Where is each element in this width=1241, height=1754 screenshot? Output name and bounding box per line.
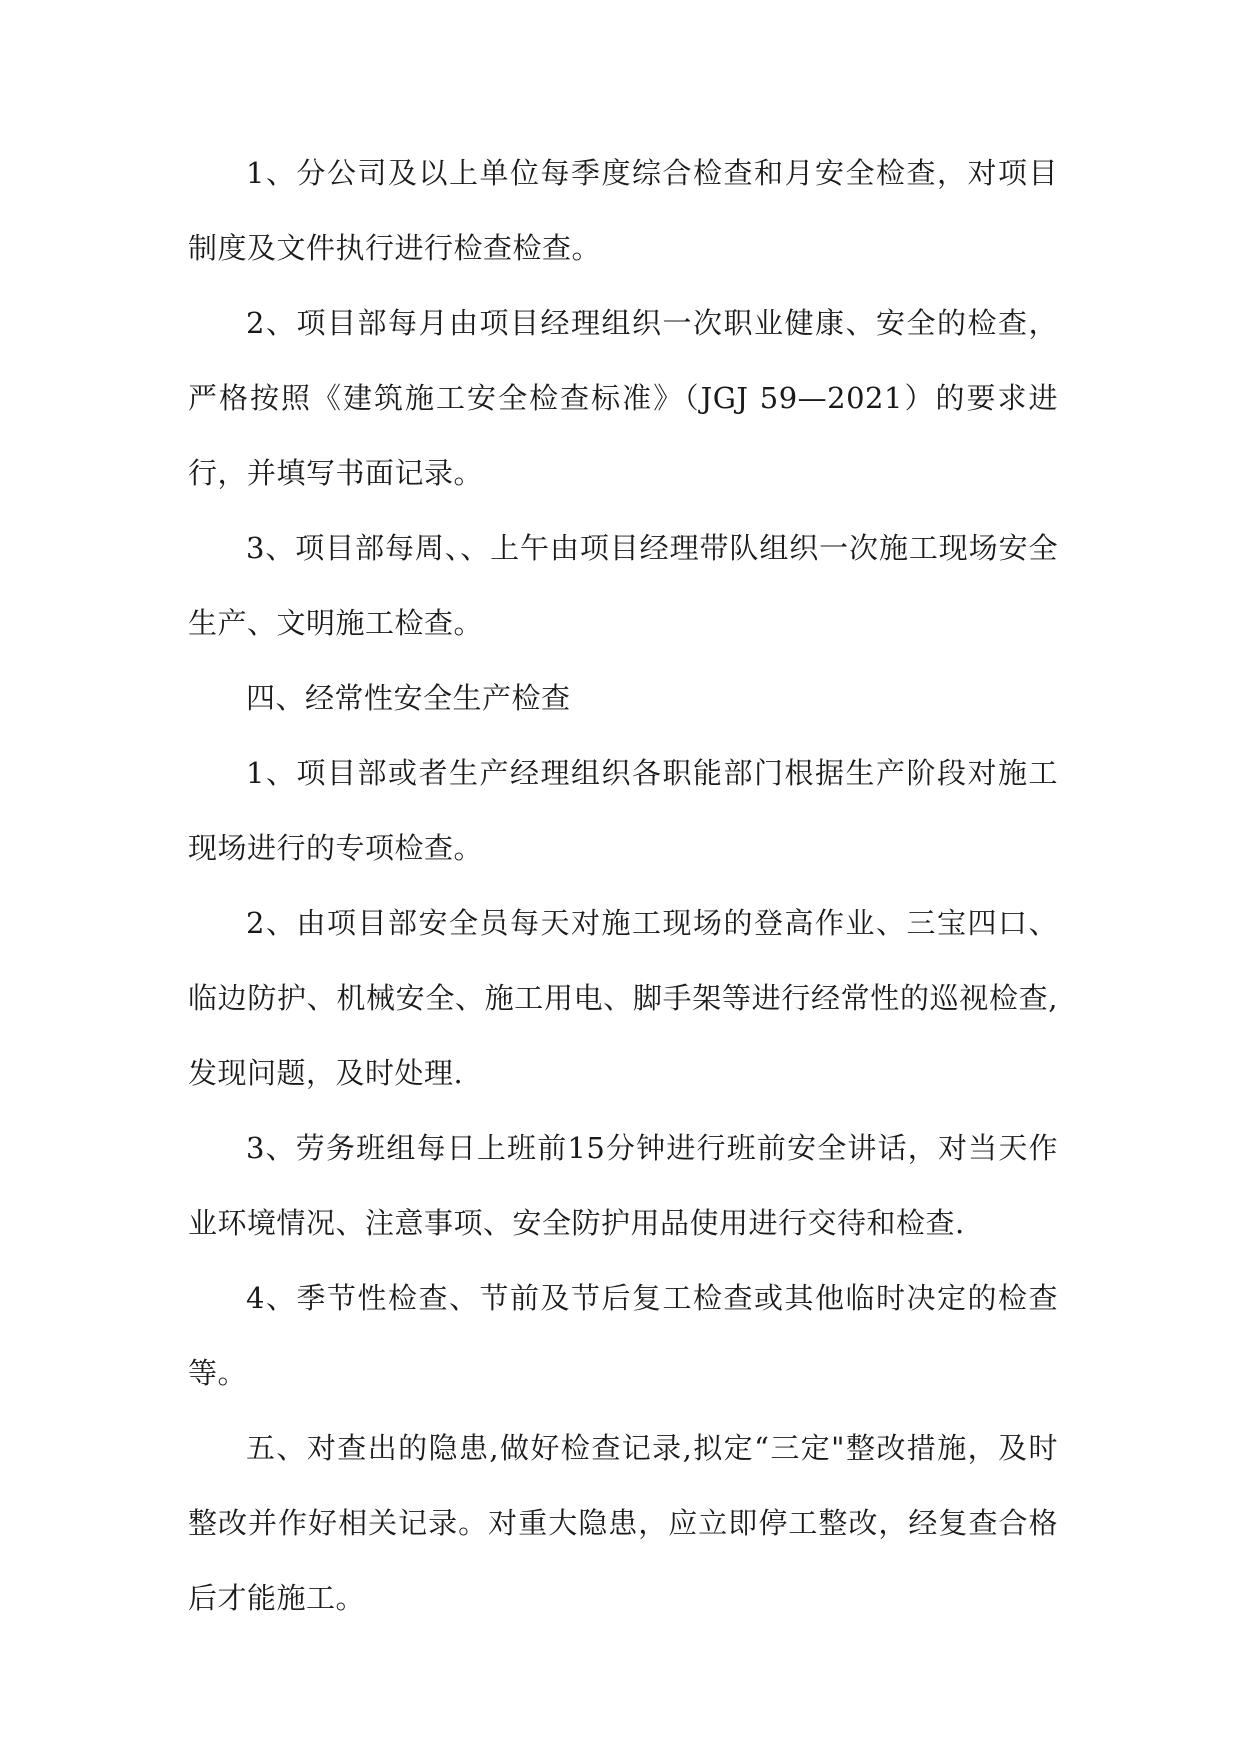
- section-heading-regular-inspection: 四、经常性安全生产检查: [246, 681, 571, 715]
- paragraph-seasonal-inspection: 4、季节性检查、节前及节后复工检查或其他临时决定的检查等。: [188, 1281, 1058, 1390]
- paragraph-quarterly-inspection: 1、分公司及以上单位每季度综合检查和月安全检查，对项目制度及文件执行进行检查检查。: [188, 156, 1058, 265]
- paragraph-weekly-inspection: 3、项目部每周、、上午由项目经理带队组织一次施工现场安全生产、文明施工检查。: [188, 531, 1058, 640]
- paragraph-hazard-rectification: 五、对查出的隐患,做好检查记录,拟定“三定"整改措施，及时整改并作好相关记录。对重大隐患，应立即停工整改，经复查合格后才能施工。: [188, 1431, 1058, 1615]
- document-body: [188, 136, 1058, 1636]
- paragraph-monthly-inspection: 2、项目部每月由项目经理组织一次职业健康、安全的检查，严格按照《建筑施工安全检查标准》（JGJ 59—2021）的要求进行，并填写书面记录。: [188, 306, 1058, 490]
- paragraph-special-inspection: 1、项目部或者生产经理组织各职能部门根据生产阶段对施工现场进行的专项检查。: [188, 756, 1058, 865]
- paragraph-pre-shift-talk: 3、劳务班组每日上班前15分钟进行班前安全讲话，对当天作业环境情况、注意事项、安全防护用品使用进行交待和检查.: [188, 1131, 1058, 1240]
- paragraph-daily-patrol: 2、由项目部安全员每天对施工现场的登高作业、三宝四口、临边防护、机械安全、施工用电、脚手架等进行经常性的巡视检查,发现问题，及时处理.: [188, 906, 1058, 1090]
